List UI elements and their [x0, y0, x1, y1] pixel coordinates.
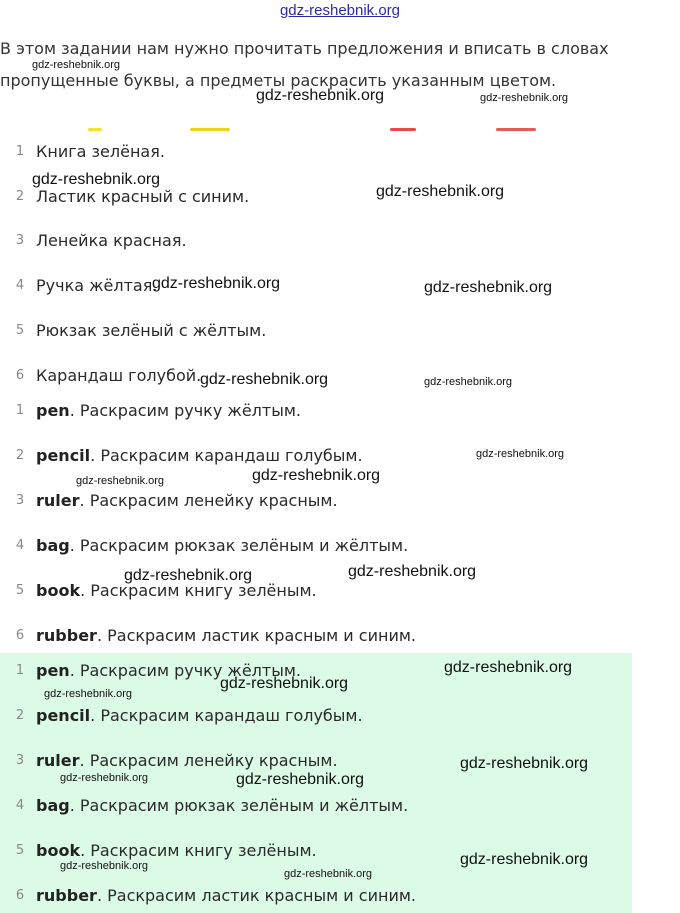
site-link[interactable]: gdz-reshebnik.org [279, 2, 401, 19]
watermark: gdz-reshebnik.org [124, 567, 253, 584]
item-number: 1 [15, 144, 25, 159]
watermark: gdz-reshebnik.org [376, 183, 505, 200]
english-word: book [36, 841, 81, 860]
english-word: bag [36, 796, 70, 815]
item-row [0, 576, 632, 606]
english-word: book [36, 581, 81, 600]
item-number: 5 [15, 323, 25, 338]
colored-strip [0, 124, 680, 134]
english-word: rubber [36, 626, 97, 645]
item-number: 4 [15, 278, 25, 293]
answer-description: . Раскрасим ленейку красным. [79, 751, 338, 770]
watermark: gdz-reshebnik.org [236, 771, 365, 788]
english-word: pen [36, 401, 70, 420]
item-description: . Раскрасим карандаш голубым. [90, 446, 363, 465]
english-word: ruler [36, 491, 80, 510]
strip-mark-red [390, 128, 416, 131]
watermark: gdz-reshebnik.org [32, 59, 121, 71]
item-description: . Раскрасим ленейку красным. [79, 491, 338, 510]
item-number: 3 [15, 753, 25, 768]
item-number: 6 [15, 628, 25, 643]
intro-text: В этом задании нам нужно прочитать предложения и вписать в словах пропущенные буквы, а предметы раскрасить указанным цветом. [0, 39, 609, 90]
item-number: 2 [15, 448, 25, 463]
sentence-item [0, 137, 632, 167]
english-word: ruler [36, 751, 80, 770]
watermark: gdz-reshebnik.org [424, 279, 553, 296]
watermark: gdz-reshebnik.org [284, 868, 373, 880]
sentence-text: Ручка жёлтая. [36, 276, 158, 295]
item-text [36, 621, 416, 651]
watermark: gdz-reshebnik.org [424, 376, 513, 388]
item-row [0, 621, 632, 651]
watermark: gdz-reshebnik.org [460, 755, 589, 772]
watermark: gdz-reshebnik.org [44, 688, 133, 700]
sentence-text: Ленейка красная. [36, 231, 187, 250]
item-description: . Раскрасим рюкзак зелёным и жёлтым. [69, 536, 409, 555]
sentence-text: Карандаш голубой. [36, 366, 202, 385]
answer-description: . Раскрасим карандаш голубым. [90, 706, 363, 725]
item-text [36, 486, 338, 516]
watermark: gdz-reshebnik.org [200, 371, 329, 388]
sentence-text: Книга зелёная. [36, 142, 165, 161]
item-number: 3 [15, 233, 25, 248]
answer-description: . Раскрасим книгу зелёным. [80, 841, 317, 860]
watermark: gdz-reshebnik.org [32, 171, 161, 188]
watermark: gdz-reshebnik.org [152, 275, 281, 292]
item-number: 5 [15, 583, 25, 598]
sentence-item [0, 316, 632, 346]
answer-row [0, 881, 632, 911]
item-number: 5 [15, 843, 25, 858]
item-description: . Раскрасим ручку жёлтым. [69, 401, 301, 420]
item-row [0, 486, 632, 516]
strip-mark-yellow [88, 128, 102, 131]
watermark: gdz-reshebnik.org [256, 87, 385, 104]
sentence-text: Ластик красный с синим. [36, 187, 250, 206]
answer-text [36, 791, 408, 821]
item-number: 6 [15, 888, 25, 903]
watermark: gdz-reshebnik.org [444, 659, 573, 676]
english-word: rubber [36, 886, 97, 905]
item-number: 4 [15, 798, 25, 813]
answer-row [0, 701, 632, 731]
item-number: 6 [15, 368, 25, 383]
watermark: gdz-reshebnik.org [76, 475, 165, 487]
watermark: gdz-reshebnik.org [220, 675, 349, 692]
watermark: gdz-reshebnik.org [480, 92, 569, 104]
answer-description: . Раскрасим ручку жёлтым. [69, 661, 301, 680]
item-number: 3 [15, 493, 25, 508]
sentence-text: Рюкзак зелёный с жёлтым. [36, 321, 267, 340]
item-number: 2 [15, 708, 25, 723]
item-number: 4 [15, 538, 25, 553]
item-description: . Раскрасим ластик красным и синим. [96, 626, 416, 645]
english-word: pencil [36, 706, 91, 725]
strip-mark-yellow-2 [190, 128, 230, 131]
english-word: bag [36, 536, 70, 555]
english-word: pencil [36, 446, 91, 465]
watermark: gdz-reshebnik.org [60, 860, 149, 872]
item-text [36, 396, 301, 426]
item-row [0, 396, 632, 426]
item-text [36, 531, 408, 561]
sentence-item [0, 226, 632, 256]
answer-text [36, 701, 363, 731]
watermark: gdz-reshebnik.org [252, 467, 381, 484]
strip-mark-red-2 [496, 128, 536, 131]
watermark: gdz-reshebnik.org [476, 448, 565, 460]
watermark: gdz-reshebnik.org [348, 563, 477, 580]
watermark: gdz-reshebnik.org [460, 851, 589, 868]
item-number: 1 [15, 403, 25, 418]
answer-row [0, 791, 632, 821]
item-number: 2 [15, 189, 25, 204]
answer-text [36, 881, 416, 911]
answer-description: . Раскрасим рюкзак зелёным и жёлтым. [69, 796, 409, 815]
item-number: 1 [15, 663, 25, 678]
answer-description: . Раскрасим ластик красным и синим. [96, 886, 416, 905]
english-word: pen [36, 661, 70, 680]
item-row [0, 531, 632, 561]
item-description: . Раскрасим книгу зелёным. [80, 581, 317, 600]
watermark: gdz-reshebnik.org [60, 772, 149, 784]
